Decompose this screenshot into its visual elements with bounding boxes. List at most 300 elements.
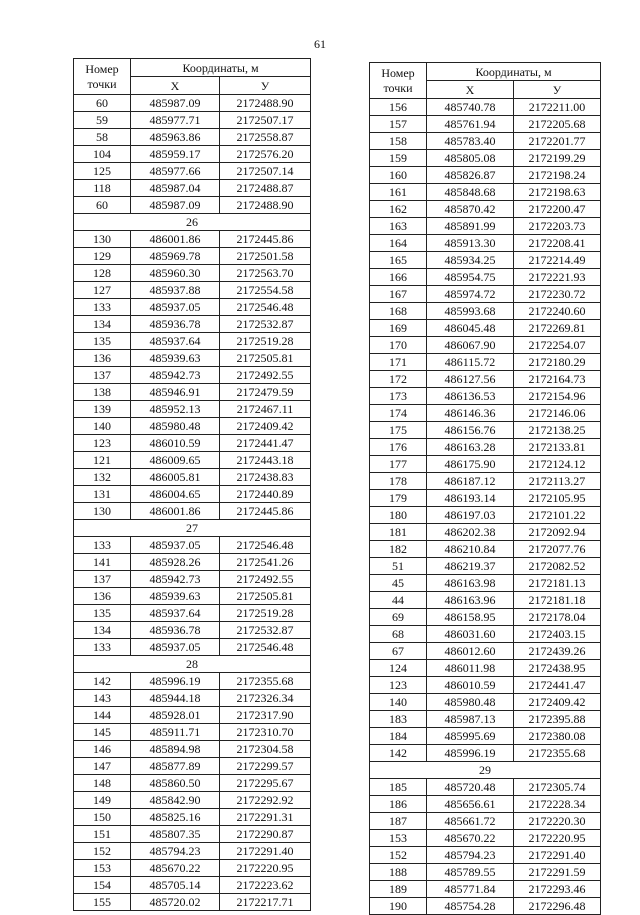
y-coordinate-cell: 2172546.48 — [220, 299, 311, 316]
point-number-cell: 128 — [74, 265, 131, 282]
table-row — [74, 792, 311, 809]
x-coordinate-cell: 485807.35 — [131, 826, 220, 843]
point-number-cell: 130 — [74, 231, 131, 248]
x-coordinate-cell: 485987.13 — [427, 711, 514, 728]
x-coordinate-cell: 485911.71 — [131, 724, 220, 741]
point-number-cell: 161 — [370, 184, 427, 201]
y-coordinate-cell: 2172214.49 — [514, 252, 601, 269]
y-coordinate-cell: 2172488.90 — [220, 95, 311, 112]
table-row — [370, 830, 601, 847]
table-row — [370, 592, 601, 609]
y-coordinate-cell: 2172077.76 — [514, 541, 601, 558]
point-number-cell: 182 — [370, 541, 427, 558]
y-coordinate-cell: 2172443.18 — [220, 452, 311, 469]
table-row — [74, 435, 311, 452]
table-row — [370, 677, 601, 694]
x-coordinate-cell: 485993.68 — [427, 303, 514, 320]
y-coordinate-cell: 2172208.41 — [514, 235, 601, 252]
y-coordinate-cell: 2172198.63 — [514, 184, 601, 201]
point-number-cell: 51 — [370, 558, 427, 575]
x-coordinate-cell: 485936.78 — [131, 622, 220, 639]
y-coordinate-cell: 2172488.90 — [220, 197, 311, 214]
point-number-cell: 169 — [370, 320, 427, 337]
table-row — [74, 367, 311, 384]
point-number-cell: 185 — [370, 779, 427, 796]
section-row — [74, 520, 311, 537]
x-coordinate-cell: 485794.23 — [427, 847, 514, 864]
table-row — [370, 422, 601, 439]
x-coordinate-cell: 486210.84 — [427, 541, 514, 558]
x-coordinate-cell: 485937.88 — [131, 282, 220, 299]
y-coordinate-cell: 2172230.72 — [514, 286, 601, 303]
point-number-cell: 69 — [370, 609, 427, 626]
y-coordinate-cell: 2172082.52 — [514, 558, 601, 575]
page-number: 61 — [314, 37, 326, 51]
x-coordinate-cell: 485996.19 — [427, 745, 514, 762]
x-coordinate-cell: 485987.09 — [131, 197, 220, 214]
x-coordinate-cell: 485754.28 — [427, 898, 514, 915]
x-coordinate-cell: 485939.63 — [131, 350, 220, 367]
y-coordinate-cell: 2172576.20 — [220, 146, 311, 163]
table-row — [370, 269, 601, 286]
y-coordinate-cell: 2172293.46 — [514, 881, 601, 898]
table-row — [370, 150, 601, 167]
table-row — [370, 847, 601, 864]
point-number-cell: 104 — [74, 146, 131, 163]
y-coordinate-cell: 2172507.14 — [220, 163, 311, 180]
table-row — [370, 881, 601, 898]
point-number-cell: 68 — [370, 626, 427, 643]
point-number-cell: 166 — [370, 269, 427, 286]
y-coordinate-cell: 2172380.08 — [514, 728, 601, 745]
table-row — [74, 180, 311, 197]
x-coordinate-cell: 485825.16 — [131, 809, 220, 826]
point-number-cell: 181 — [370, 524, 427, 541]
point-number-cell: 136 — [74, 588, 131, 605]
y-coordinate-cell: 2172105.95 — [514, 490, 601, 507]
x-coordinate-cell: 486010.59 — [131, 435, 220, 452]
x-coordinate-cell: 485996.19 — [131, 673, 220, 690]
point-number-cell: 152 — [370, 847, 427, 864]
x-coordinate-cell: 486163.96 — [427, 592, 514, 609]
y-coordinate-cell: 2172505.81 — [220, 350, 311, 367]
point-number-cell: 163 — [370, 218, 427, 235]
x-coordinate-cell: 485826.87 — [427, 167, 514, 184]
y-coordinate-cell: 2172291.59 — [514, 864, 601, 881]
table-row — [74, 163, 311, 180]
y-coordinate-cell: 2172532.87 — [220, 316, 311, 333]
x-coordinate-cell: 486163.28 — [427, 439, 514, 456]
x-coordinate-cell: 485977.66 — [131, 163, 220, 180]
x-coordinate-cell: 485928.01 — [131, 707, 220, 724]
point-number-cell: 60 — [74, 95, 131, 112]
table-row — [370, 694, 601, 711]
point-number-cell: 138 — [74, 384, 131, 401]
y-coordinate-cell: 2172178.04 — [514, 609, 601, 626]
x-coordinate-cell: 486031.60 — [427, 626, 514, 643]
y-coordinate-cell: 2172198.24 — [514, 167, 601, 184]
point-number-cell: 59 — [74, 112, 131, 129]
point-number-cell: 184 — [370, 728, 427, 745]
point-number-cell: 142 — [74, 673, 131, 690]
y-coordinate-cell: 2172220.95 — [514, 830, 601, 847]
point-number-cell: 170 — [370, 337, 427, 354]
coordinates-table-right — [369, 62, 601, 915]
x-coordinate-cell: 485656.61 — [427, 796, 514, 813]
y-coordinate-cell: 2172181.18 — [514, 592, 601, 609]
table-row — [370, 626, 601, 643]
x-coordinate-cell: 485783.40 — [427, 133, 514, 150]
coordinates-table-left — [73, 58, 311, 911]
x-coordinate-cell: 485661.72 — [427, 813, 514, 830]
table-row — [74, 452, 311, 469]
point-number-cell: 174 — [370, 405, 427, 422]
y-coordinate-cell: 2172546.48 — [220, 639, 311, 656]
table-row — [370, 796, 601, 813]
y-coordinate-cell: 2172133.81 — [514, 439, 601, 456]
x-coordinate-cell: 485860.50 — [131, 775, 220, 792]
point-number-cell: 45 — [370, 575, 427, 592]
table-row — [74, 299, 311, 316]
point-number-cell: 123 — [370, 677, 427, 694]
x-coordinate-cell: 485720.02 — [131, 894, 220, 911]
x-coordinate-cell: 485963.86 — [131, 129, 220, 146]
point-number-cell: 153 — [370, 830, 427, 847]
point-number-cell: 148 — [74, 775, 131, 792]
table-row — [370, 99, 601, 116]
point-number-cell: 67 — [370, 643, 427, 660]
point-number-cell: 150 — [74, 809, 131, 826]
y-coordinate-cell: 2172305.74 — [514, 779, 601, 796]
point-number-cell: 152 — [74, 843, 131, 860]
x-coordinate-cell: 485937.05 — [131, 299, 220, 316]
point-number-cell: 155 — [74, 894, 131, 911]
x-coordinate-cell: 486009.65 — [131, 452, 220, 469]
x-coordinate-cell: 486193.14 — [427, 490, 514, 507]
table-row — [74, 707, 311, 724]
x-coordinate-cell: 485740.78 — [427, 99, 514, 116]
point-number-cell: 162 — [370, 201, 427, 218]
table-row — [74, 231, 311, 248]
x-coordinate-cell: 485670.22 — [131, 860, 220, 877]
x-coordinate-cell: 485805.08 — [427, 150, 514, 167]
x-coordinate-cell: 485761.94 — [427, 116, 514, 133]
x-coordinate-cell: 486045.48 — [427, 320, 514, 337]
y-coordinate-cell: 2172240.60 — [514, 303, 601, 320]
section-row — [74, 656, 311, 673]
point-number-cell: 127 — [74, 282, 131, 299]
table-row — [74, 826, 311, 843]
table-row — [74, 95, 311, 112]
y-coordinate-cell: 2172113.27 — [514, 473, 601, 490]
point-number-cell: 179 — [370, 490, 427, 507]
y-coordinate-cell: 2172221.93 — [514, 269, 601, 286]
x-coordinate-cell: 486115.72 — [427, 354, 514, 371]
header-coordinates: Координаты, м — [131, 59, 311, 77]
table-row — [370, 201, 601, 218]
table-row — [74, 690, 311, 707]
point-number-cell: 186 — [370, 796, 427, 813]
x-coordinate-cell: 485980.48 — [427, 694, 514, 711]
x-coordinate-cell: 485877.89 — [131, 758, 220, 775]
header-coordinates: Координаты, м — [427, 63, 601, 81]
y-coordinate-cell: 2172180.29 — [514, 354, 601, 371]
header-y: У — [514, 81, 601, 99]
table-row — [74, 418, 311, 435]
x-coordinate-cell: 485977.71 — [131, 112, 220, 129]
y-coordinate-cell: 2172440.89 — [220, 486, 311, 503]
point-number-cell: 121 — [74, 452, 131, 469]
y-coordinate-cell: 2172403.15 — [514, 626, 601, 643]
table-row — [74, 571, 311, 588]
point-number-cell: 146 — [74, 741, 131, 758]
x-coordinate-cell: 485959.17 — [131, 146, 220, 163]
x-coordinate-cell: 485848.68 — [427, 184, 514, 201]
x-coordinate-cell: 485894.98 — [131, 741, 220, 758]
point-number-cell: 147 — [74, 758, 131, 775]
table-row — [370, 235, 601, 252]
point-number-cell: 189 — [370, 881, 427, 898]
y-coordinate-cell: 2172290.87 — [220, 826, 311, 843]
table-row — [370, 643, 601, 660]
table-row — [74, 197, 311, 214]
table-row — [74, 673, 311, 690]
x-coordinate-cell: 485720.48 — [427, 779, 514, 796]
y-coordinate-cell: 2172310.70 — [220, 724, 311, 741]
x-coordinate-cell: 485794.23 — [131, 843, 220, 860]
y-coordinate-cell: 2172409.42 — [220, 418, 311, 435]
point-number-cell: 149 — [74, 792, 131, 809]
table-row — [370, 167, 601, 184]
x-coordinate-cell: 486001.86 — [131, 231, 220, 248]
table-row — [74, 639, 311, 656]
table-row — [74, 843, 311, 860]
y-coordinate-cell: 2172223.62 — [220, 877, 311, 894]
y-coordinate-cell: 2172438.83 — [220, 469, 311, 486]
point-number-cell: 135 — [74, 605, 131, 622]
y-coordinate-cell: 2172479.59 — [220, 384, 311, 401]
y-coordinate-cell: 2172220.30 — [514, 813, 601, 830]
table-row — [74, 537, 311, 554]
x-coordinate-cell: 485939.63 — [131, 588, 220, 605]
x-coordinate-cell: 486156.76 — [427, 422, 514, 439]
point-number-cell: 133 — [74, 537, 131, 554]
y-coordinate-cell: 2172201.77 — [514, 133, 601, 150]
point-number-cell: 177 — [370, 456, 427, 473]
y-coordinate-cell: 2172501.58 — [220, 248, 311, 265]
y-coordinate-cell: 2172295.67 — [220, 775, 311, 792]
table-row — [74, 877, 311, 894]
table-row — [370, 660, 601, 677]
table-row — [370, 252, 601, 269]
x-coordinate-cell: 486202.38 — [427, 524, 514, 541]
y-coordinate-cell: 2172092.94 — [514, 524, 601, 541]
point-number-cell: 187 — [370, 813, 427, 830]
point-number-cell: 142 — [370, 745, 427, 762]
x-coordinate-cell: 485705.14 — [131, 877, 220, 894]
x-coordinate-cell: 486004.65 — [131, 486, 220, 503]
point-number-cell: 154 — [74, 877, 131, 894]
table-row — [370, 286, 601, 303]
point-number-cell: 123 — [74, 435, 131, 452]
x-coordinate-cell: 485954.75 — [427, 269, 514, 286]
y-coordinate-cell: 2172541.26 — [220, 554, 311, 571]
point-number-cell: 165 — [370, 252, 427, 269]
table-row — [370, 439, 601, 456]
table-row — [370, 405, 601, 422]
x-coordinate-cell: 485913.30 — [427, 235, 514, 252]
y-coordinate-cell: 2172220.95 — [220, 860, 311, 877]
section-number: 29 — [370, 762, 601, 779]
y-coordinate-cell: 2172558.87 — [220, 129, 311, 146]
y-coordinate-cell: 2172441.47 — [514, 677, 601, 694]
y-coordinate-cell: 2172292.92 — [220, 792, 311, 809]
y-coordinate-cell: 2172291.31 — [220, 809, 311, 826]
table-row — [370, 388, 601, 405]
table-row — [370, 507, 601, 524]
point-number-cell: 159 — [370, 150, 427, 167]
point-number-cell: 176 — [370, 439, 427, 456]
table-row — [74, 605, 311, 622]
x-coordinate-cell: 486005.81 — [131, 469, 220, 486]
point-number-cell: 167 — [370, 286, 427, 303]
x-coordinate-cell: 486219.37 — [427, 558, 514, 575]
x-coordinate-cell: 486011.98 — [427, 660, 514, 677]
table-row — [74, 724, 311, 741]
table-row — [370, 490, 601, 507]
x-coordinate-cell: 485870.42 — [427, 201, 514, 218]
y-coordinate-cell: 2172355.68 — [220, 673, 311, 690]
table-row — [370, 371, 601, 388]
point-number-cell: 137 — [74, 367, 131, 384]
x-coordinate-cell: 485937.64 — [131, 605, 220, 622]
section-number: 26 — [74, 214, 311, 231]
y-coordinate-cell: 2172395.88 — [514, 711, 601, 728]
x-coordinate-cell: 485937.05 — [131, 639, 220, 656]
y-coordinate-cell: 2172441.47 — [220, 435, 311, 452]
y-coordinate-cell: 2172299.57 — [220, 758, 311, 775]
x-coordinate-cell: 486163.98 — [427, 575, 514, 592]
x-coordinate-cell: 486197.03 — [427, 507, 514, 524]
point-number-cell: 136 — [74, 350, 131, 367]
table-row — [370, 898, 601, 915]
y-coordinate-cell: 2172507.17 — [220, 112, 311, 129]
point-number-cell: 139 — [74, 401, 131, 418]
x-coordinate-cell: 485946.91 — [131, 384, 220, 401]
y-coordinate-cell: 2172467.11 — [220, 401, 311, 418]
y-coordinate-cell: 2172519.28 — [220, 333, 311, 350]
point-number-cell: 183 — [370, 711, 427, 728]
x-coordinate-cell: 486012.60 — [427, 643, 514, 660]
table-row — [74, 350, 311, 367]
x-coordinate-cell: 485942.73 — [131, 571, 220, 588]
x-coordinate-cell: 485987.09 — [131, 95, 220, 112]
point-number-cell: 190 — [370, 898, 427, 915]
point-number-cell: 188 — [370, 864, 427, 881]
point-number-cell: 134 — [74, 316, 131, 333]
y-coordinate-cell: 2172438.95 — [514, 660, 601, 677]
x-coordinate-cell: 485952.13 — [131, 401, 220, 418]
table-row — [370, 184, 601, 201]
x-coordinate-cell: 485934.25 — [427, 252, 514, 269]
table-row — [74, 112, 311, 129]
x-coordinate-cell: 486067.90 — [427, 337, 514, 354]
y-coordinate-cell: 2172546.48 — [220, 537, 311, 554]
x-coordinate-cell: 486136.53 — [427, 388, 514, 405]
y-coordinate-cell: 2172205.68 — [514, 116, 601, 133]
point-number-cell: 171 — [370, 354, 427, 371]
x-coordinate-cell: 485937.05 — [131, 537, 220, 554]
y-coordinate-cell: 2172296.48 — [514, 898, 601, 915]
y-coordinate-cell: 2172146.06 — [514, 405, 601, 422]
y-coordinate-cell: 2172228.34 — [514, 796, 601, 813]
section-row — [370, 762, 601, 779]
y-coordinate-cell: 2172505.81 — [220, 588, 311, 605]
table-row — [370, 558, 601, 575]
header-y: У — [220, 77, 311, 95]
y-coordinate-cell: 2172217.71 — [220, 894, 311, 911]
section-number: 28 — [74, 656, 311, 673]
point-number-cell: 129 — [74, 248, 131, 265]
x-coordinate-cell: 485789.55 — [427, 864, 514, 881]
x-coordinate-cell: 485974.72 — [427, 286, 514, 303]
x-coordinate-cell: 486187.12 — [427, 473, 514, 490]
point-number-cell: 124 — [370, 660, 427, 677]
table-row — [74, 129, 311, 146]
table-row — [74, 758, 311, 775]
table-row — [74, 860, 311, 877]
point-number-cell: 153 — [74, 860, 131, 877]
table-row — [370, 218, 601, 235]
x-coordinate-cell: 485987.04 — [131, 180, 220, 197]
x-coordinate-cell: 485842.90 — [131, 792, 220, 809]
table-row — [74, 401, 311, 418]
point-number-cell: 151 — [74, 826, 131, 843]
x-coordinate-cell: 486001.86 — [131, 503, 220, 520]
point-number-cell: 175 — [370, 422, 427, 439]
section-row — [74, 214, 311, 231]
y-coordinate-cell: 2172445.86 — [220, 503, 311, 520]
y-coordinate-cell: 2172138.25 — [514, 422, 601, 439]
y-coordinate-cell: 2172492.55 — [220, 571, 311, 588]
point-number-cell: 131 — [74, 486, 131, 503]
point-number-cell: 133 — [74, 639, 131, 656]
x-coordinate-cell: 485771.84 — [427, 881, 514, 898]
point-number-cell: 140 — [370, 694, 427, 711]
x-coordinate-cell: 486010.59 — [427, 677, 514, 694]
x-coordinate-cell: 485928.26 — [131, 554, 220, 571]
table-row — [74, 809, 311, 826]
y-coordinate-cell: 2172291.40 — [514, 847, 601, 864]
x-coordinate-cell: 486146.36 — [427, 405, 514, 422]
point-number-cell: 130 — [74, 503, 131, 520]
point-number-cell: 180 — [370, 507, 427, 524]
point-number-cell: 141 — [74, 554, 131, 571]
x-coordinate-cell: 485942.73 — [131, 367, 220, 384]
y-coordinate-cell: 2172519.28 — [220, 605, 311, 622]
table-row — [370, 320, 601, 337]
point-number-cell: 137 — [74, 571, 131, 588]
table-row — [74, 384, 311, 401]
y-coordinate-cell: 2172101.22 — [514, 507, 601, 524]
table-row — [74, 588, 311, 605]
header-point-number: Номер точки — [74, 59, 131, 95]
table-row — [370, 745, 601, 762]
y-coordinate-cell: 2172254.07 — [514, 337, 601, 354]
point-number-cell: 134 — [74, 622, 131, 639]
table-row — [74, 894, 311, 911]
y-coordinate-cell: 2172304.58 — [220, 741, 311, 758]
